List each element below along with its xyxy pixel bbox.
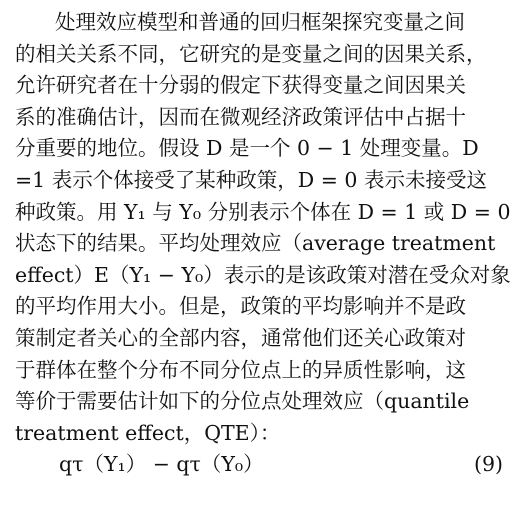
text-line: 允许研究者在十分弱的假定下获得变量之间因果关 (15, 73, 466, 98)
text-line: effect）E（Y₁ − Y₀）表示的是该政策对潜在受众对象 (15, 262, 511, 287)
text-line: 种政策。用 Y₁ 与 Y₀ 分别表示个体在 D = 1 或 D = 0 (15, 199, 511, 224)
text-line: 分重要的地位。假设 D 是一个 0 − 1 处理变量。D (15, 136, 479, 161)
text-line: 处理效应模型和普通的回归框架探究变量之间 (55, 10, 465, 34)
text-line: 状态下的结果。平均处理效应（average treatment (15, 231, 496, 256)
equation (15, 449, 515, 481)
text-line: 于群体在整个分布不同分位点上的异质性影响，这 (15, 357, 466, 382)
equation-expression: qτ（Y₁） − qτ（Y₀） (59, 452, 264, 477)
text-line: treatment effect，QTE）： (15, 420, 281, 445)
text-line: =1 表示个体接受了某种政策，D = 0 表示未接受这 (15, 167, 487, 192)
text-line: 的相关关系不同，它研究的是变量之间的因果关系， (15, 41, 487, 66)
text-line: 的平均作用大小。但是，政策的平均影响并不是政 (15, 294, 466, 319)
text-line: 等价于需要估计如下的分位点处理效应（quantile (15, 389, 470, 414)
text-line: 系的准确估计，因而在微观经济政策评估中占据十 (15, 104, 466, 129)
text-line: 策制定者关心的全部内容，通常他们还关心政策对 (15, 325, 466, 350)
equation-number: (9) (473, 452, 503, 477)
